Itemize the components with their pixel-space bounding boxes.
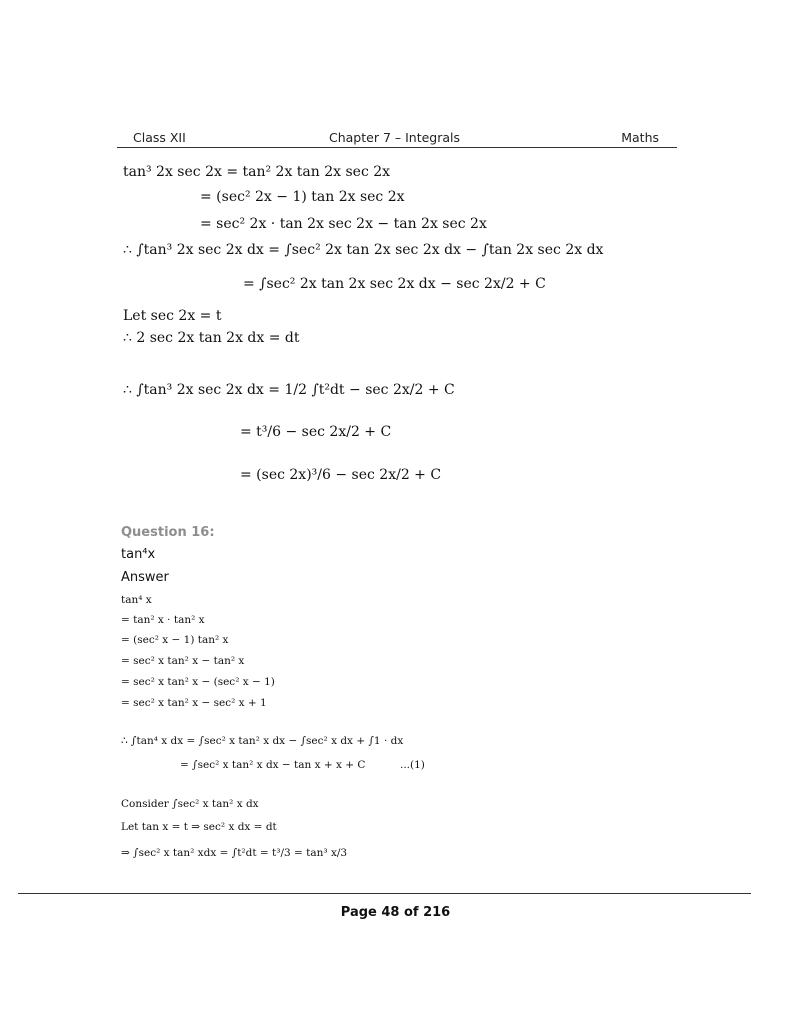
math-line: = (sec² 2x − 1) tan 2x sec 2x — [200, 189, 405, 205]
math-line: = (sec 2x)³/6 − sec 2x/2 + C — [240, 467, 442, 483]
math-line: ⇒ ∫sec² x tan² xdx = ∫t²dt = t³/3 = tan³ x/3 — [121, 847, 348, 859]
math-line: ∴ 2 sec 2x tan 2x dx = dt — [123, 330, 300, 346]
math-line: = sec² 2x · tan 2x sec 2x − tan 2x sec 2x — [200, 216, 487, 232]
math-line: = sec² x tan² x − (sec² x − 1) — [121, 676, 275, 688]
math-line: = ∫sec² x tan² x dx − tan x + x + C — [180, 759, 366, 771]
footer-rule — [18, 893, 751, 894]
math-line: = t³/6 − sec 2x/2 + C — [240, 424, 392, 440]
math-line: ∴ ∫tan³ 2x sec 2x dx = ∫sec² 2x tan 2x sec 2x dx − ∫tan 2x sec 2x dx — [123, 242, 604, 258]
math-line: ∴ ∫tan³ 2x sec 2x dx = 1/2 ∫t²dt − sec 2x/2 + C — [123, 382, 455, 398]
math-line: tan⁴ x — [121, 594, 152, 606]
page-header — [117, 129, 677, 148]
math-line: Consider ∫sec² x tan² x dx — [121, 798, 259, 810]
math-line: Let sec 2x = t — [123, 308, 222, 324]
math-line: = (sec² x − 1) tan² x — [121, 634, 229, 646]
header-class: Class XII — [133, 130, 186, 145]
answer-label: Answer — [121, 570, 169, 585]
math-line: = sec² x tan² x − sec² x + 1 — [121, 697, 267, 709]
math-line: Let tan x = t ⇒ sec² x dx = dt — [121, 821, 277, 833]
math-line: ∴ ∫tan⁴ x dx = ∫sec² x tan² x dx − ∫sec² x dx + ∫1 · dx — [121, 735, 404, 747]
question-label: Question 16: — [121, 525, 215, 540]
question-problem: tan⁴x — [121, 547, 156, 562]
header-subject: Maths — [621, 130, 659, 145]
header-chapter: Chapter 7 – Integrals — [329, 130, 461, 145]
equation-tag: ...(1) — [400, 759, 425, 771]
math-line: = sec² x tan² x − tan² x — [121, 655, 245, 667]
math-line: tan³ 2x sec 2x = tan² 2x tan 2x sec 2x — [123, 164, 391, 180]
math-line: = ∫sec² 2x tan 2x sec 2x dx − sec 2x/2 + C — [243, 276, 546, 292]
math-line: = tan² x · tan² x — [121, 614, 205, 626]
page-number: Page 48 of 216 — [340, 905, 451, 920]
